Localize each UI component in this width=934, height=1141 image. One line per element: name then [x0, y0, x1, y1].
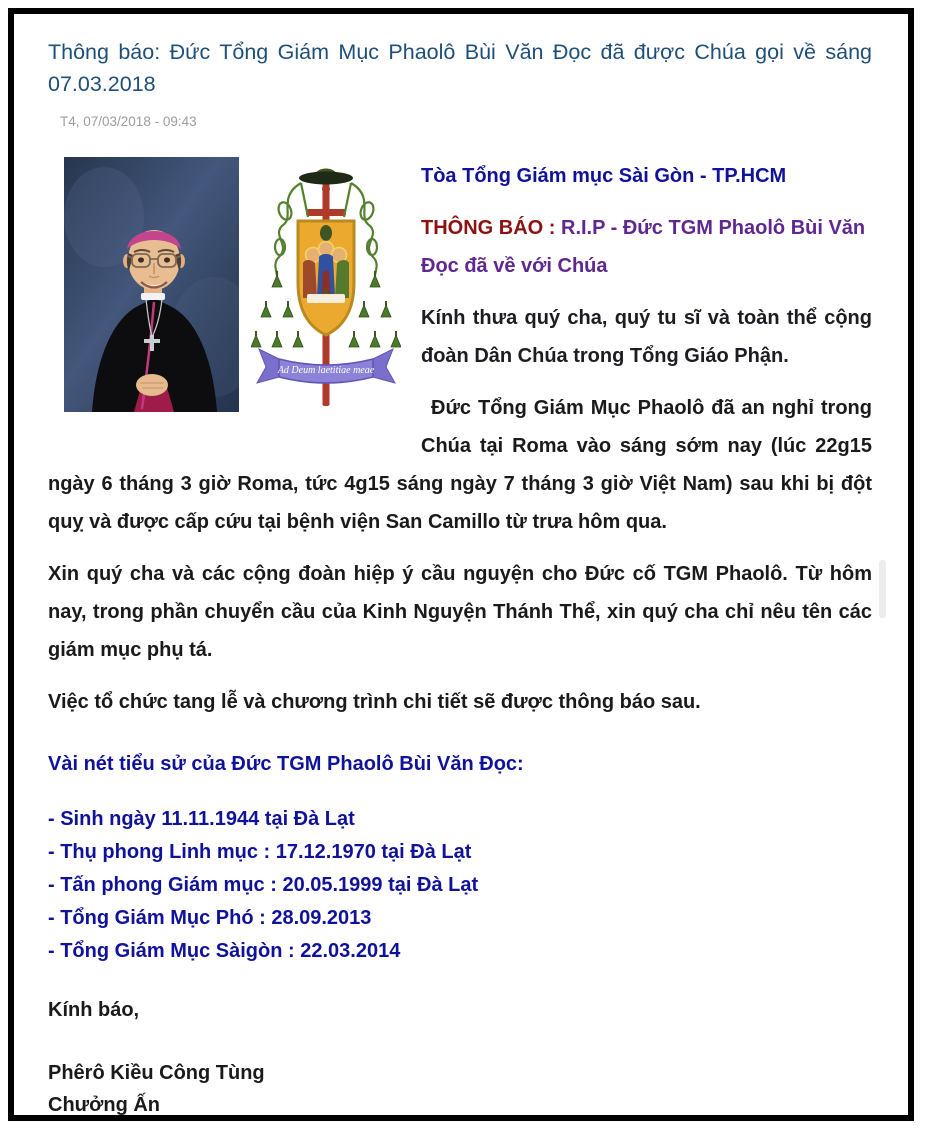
right-tassels	[349, 271, 401, 347]
signature-name: Phêrô Kiều Công Tùng	[48, 1062, 265, 1084]
scrollbar-thumb[interactable]	[879, 560, 886, 618]
article-content	[14, 14, 908, 1121]
prayer-request-paragraph: Xin quý cha và các cộng đoàn hiệp ý cầu nguyện cho Đức cố TGM Phaolô. Từ hôm nay, trong phần chuyển cầu của Kinh Nguyện Thánh Thể, xin quý cha chỉ nêu tên các giám mục phụ tá.	[48, 563, 872, 661]
biography-item: - Tấn phong Giám mục : 20.05.1999 tại Đà Lạt	[48, 874, 479, 896]
signature-block	[48, 1057, 872, 1121]
announcement-text: R.I.P - Đức TGM Phaolô Bùi Văn Đọc đã về với Chúa	[421, 217, 866, 277]
greeting-paragraph: Kính thưa quý cha, quý tu sĩ và toàn thể cộng đoàn Dân Chúa trong Tổng Giáo Phận.	[421, 307, 872, 367]
post-date: T4, 07/03/2018 - 09:43	[60, 114, 197, 129]
death-announcement-paragraph: Đức Tổng Giám Mục Phaolô đã an nghỉ trong Chúa tại Roma vào sáng sớm nay (lúc 22g15 ngày 6 tháng 3 giờ Roma, tức 4g15 sáng ngày 7 tháng 3 giờ Việt Nam) sau khi bị đột quỵ và được cấp cứu tại bệnh viện San Camillo từ trưa hôm qua.	[48, 397, 872, 533]
org-line: Tòa Tổng Giám mục Sài Gòn - TP.HCM	[421, 165, 787, 187]
clerical-collar	[141, 293, 165, 300]
biography-item: - Sinh ngày 11.11.1944 tại Đà Lạt	[48, 808, 355, 830]
left-tassels	[251, 271, 303, 347]
coat-of-arms-image	[251, 163, 401, 411]
archbishop-portrait-photo	[64, 157, 239, 412]
article-body	[48, 157, 872, 1121]
hands	[136, 374, 168, 396]
biography-heading: Vài nét tiểu sử của Đức TGM Phaolô Bùi Văn Đọc:	[48, 753, 524, 775]
trinity-icon-shield	[298, 221, 354, 335]
motto-text: Ad Deum laetitiae meae	[277, 365, 375, 376]
announcement-label: THÔNG BÁO :	[421, 217, 561, 239]
funeral-notice-paragraph: Việc tổ chức tang lễ và chương trình chi tiết sẽ được thông báo sau.	[48, 691, 701, 713]
closing-line: Kính báo,	[48, 999, 140, 1021]
page-title: Thông báo: Đức Tổng Giám Mục Phaolô Bùi Văn Đọc đã được Chúa gọi về sáng 07.03.2018	[48, 40, 872, 96]
biography-item: - Tổng Giám Mục Sàigòn : 22.03.2014	[48, 940, 401, 962]
galero-hat	[299, 169, 353, 185]
biography-list	[48, 803, 872, 968]
media-block	[64, 157, 401, 412]
signature-title: Chưởng Ấn	[48, 1094, 161, 1116]
announcement-page	[8, 8, 914, 1121]
biography-item: - Tổng Giám Mục Phó : 28.09.2013	[48, 907, 372, 929]
biography-item: - Thụ phong Linh mục : 17.12.1970 tại Đà Lạt	[48, 841, 472, 863]
